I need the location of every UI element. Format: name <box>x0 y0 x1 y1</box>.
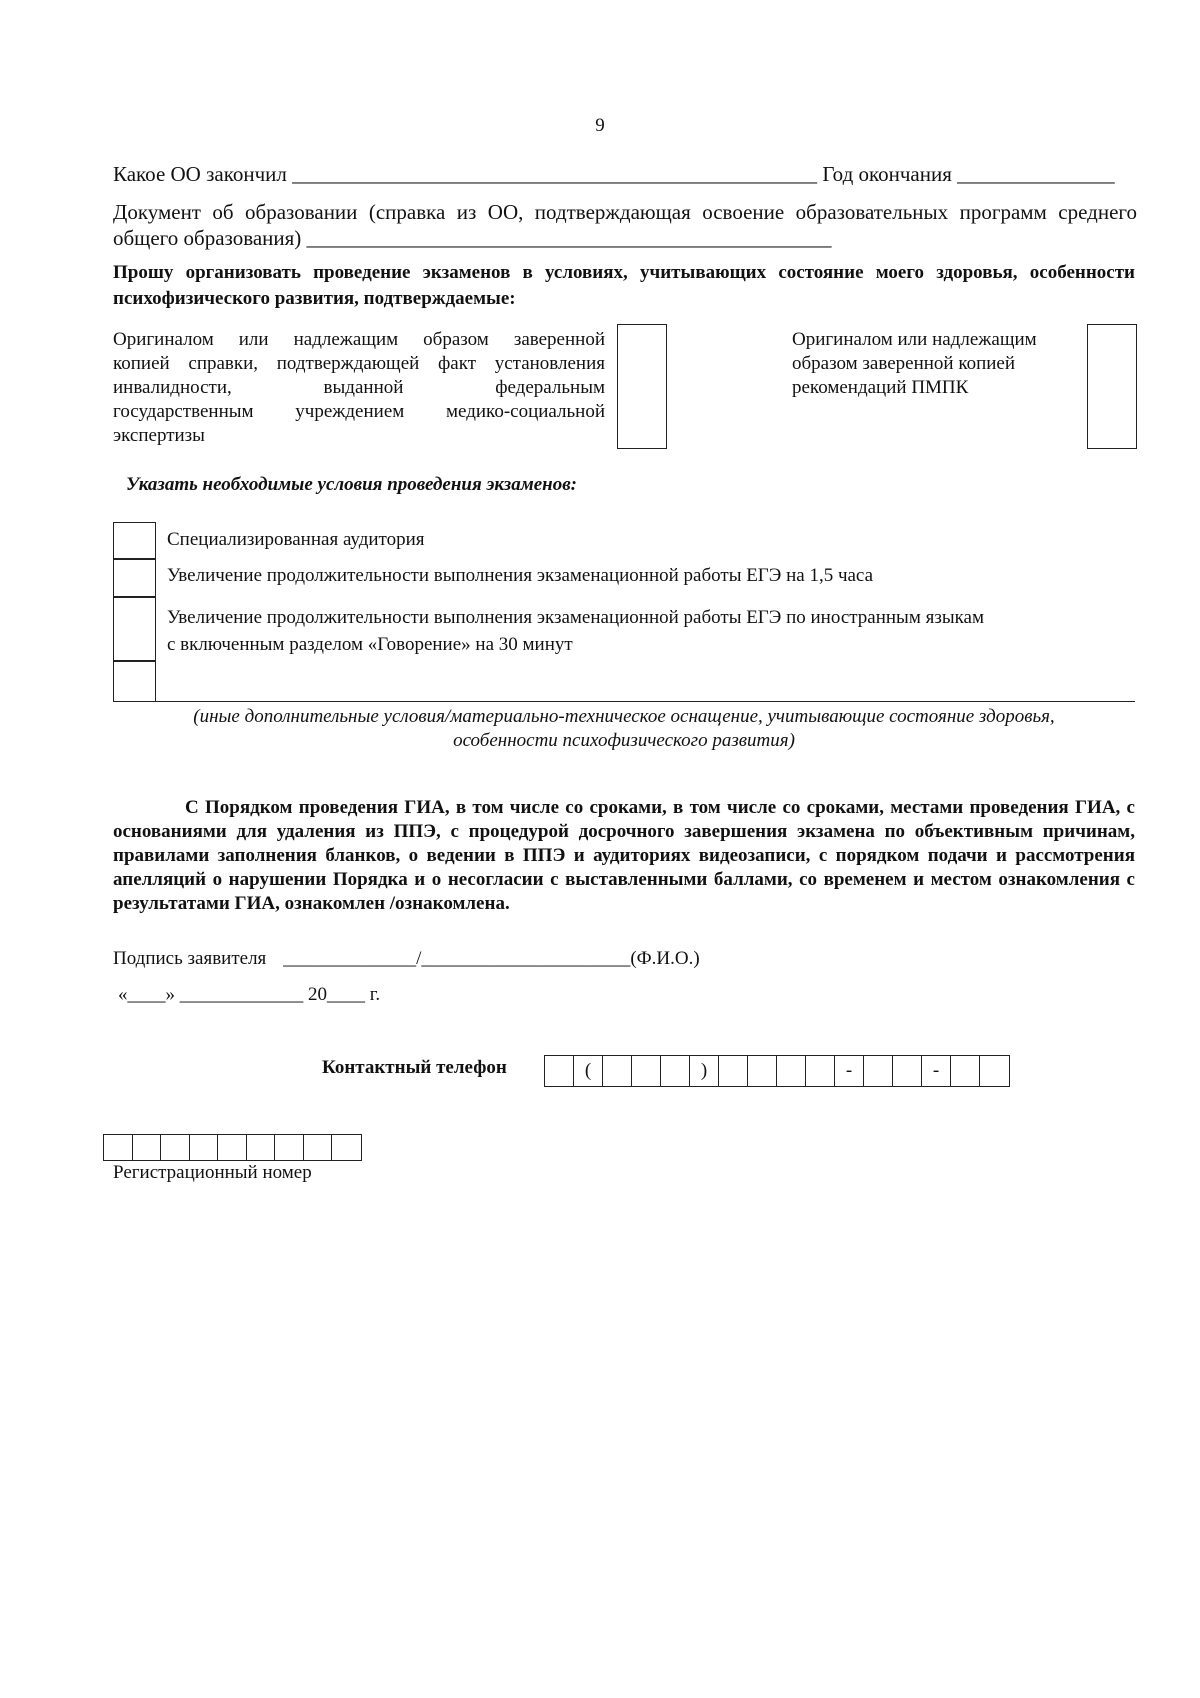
phone-cell[interactable] <box>661 1056 690 1086</box>
phone-cell[interactable] <box>748 1056 777 1086</box>
document-label: общего образования) <box>113 226 302 250</box>
proof-disability-checkbox[interactable] <box>617 324 667 449</box>
phone-cell: ( <box>574 1056 603 1086</box>
condition-checkbox-other[interactable] <box>113 660 156 702</box>
graduation-year-blank[interactable]: _______________ <box>957 162 1115 186</box>
signature-label: Подпись заявителя <box>113 948 267 969</box>
acknowledgement-text: С Порядком проведения ГИА, в том числе со сроками, в том числе со сроками, местами проведения ГИА, с основаниями для удаления из ППЭ, с процедурой досрочного завершения экзамена по объективным причинам, правилами заполнения бланков, о ведении в ППЭ и аудиториях видеозаписи, с порядком подачи и рассмотрения апелляций о нарушении Порядка и о несогласии с выставленными баллами, со временем и местом ознакомления с результатами ГИА, ознакомлен /ознакомлена. <box>113 797 1135 914</box>
registration-cell[interactable] <box>190 1135 219 1160</box>
document-line-2 <box>113 226 832 251</box>
proof-right-text <box>792 328 1072 400</box>
conditions-grid <box>113 522 1135 702</box>
proof-left-line: инвалидности, выданной федеральным <box>113 377 605 398</box>
graduation-year-label: Год окончания <box>822 162 952 186</box>
page-number: 9 <box>595 115 605 136</box>
conditions-note-line2: особенности психофизического развития) <box>453 730 795 751</box>
phone-cell: ) <box>690 1056 719 1086</box>
proof-left-line: Оригиналом или надлежащим образом заверенной <box>113 329 605 350</box>
registration-cell[interactable] <box>332 1135 361 1160</box>
conditions-heading: Указать необходимые условия проведения экзаменов: <box>126 474 578 495</box>
condition-speaking-time-line2: с включенным разделом «Говорение» на 30 минут <box>167 634 573 655</box>
phone-cell[interactable] <box>719 1056 748 1086</box>
proof-right-line: Оригиналом или надлежащим <box>792 329 1037 350</box>
condition-other-line[interactable] <box>156 701 1135 702</box>
proof-pmpk-checkbox[interactable] <box>1087 324 1137 449</box>
phone-cell[interactable] <box>864 1056 893 1086</box>
phone-cell[interactable] <box>951 1056 980 1086</box>
document-blank[interactable]: __________________________________________________ <box>306 226 832 250</box>
phone-cell[interactable] <box>893 1056 922 1086</box>
phone-cell[interactable] <box>545 1056 574 1086</box>
registration-cell[interactable] <box>304 1135 333 1160</box>
condition-checkbox-extra-time[interactable] <box>113 558 156 598</box>
registration-label: Регистрационный номер <box>113 1162 312 1183</box>
phone-cells[interactable] <box>544 1055 1010 1087</box>
signature-blank[interactable]: ______________/______________________(Ф.И.О.) <box>283 948 700 969</box>
school-line <box>113 162 1115 187</box>
phone-label: Контактный телефон <box>322 1057 507 1078</box>
condition-auditorium: Специализированная аудитория <box>167 529 425 550</box>
registration-cell[interactable] <box>104 1135 133 1160</box>
registration-cells[interactable] <box>103 1134 362 1161</box>
condition-checkbox-speaking-time[interactable] <box>113 596 156 662</box>
phone-cell[interactable] <box>806 1056 835 1086</box>
document-line-1: Документ об образовании (справка из ОО, подтверждающая освоение образовательных программ среднего <box>113 200 1137 224</box>
registration-cell[interactable] <box>133 1135 162 1160</box>
registration-cell[interactable] <box>161 1135 190 1160</box>
signature-line <box>113 948 700 970</box>
registration-cell[interactable] <box>275 1135 304 1160</box>
condition-speaking-time-line1: Увеличение продолжительности выполнения экзаменационной работы ЕГЭ по иностранным языкам <box>167 607 984 628</box>
phone-cell[interactable] <box>632 1056 661 1086</box>
phone-cell: - <box>835 1056 864 1086</box>
registration-cell[interactable] <box>247 1135 276 1160</box>
phone-cell[interactable] <box>980 1056 1009 1086</box>
phone-cell: - <box>922 1056 951 1086</box>
condition-extra-time: Увеличение продолжительности выполнения экзаменационной работы ЕГЭ на 1,5 часа <box>167 565 874 586</box>
proof-left-text <box>113 328 605 448</box>
proof-left-line: экспертизы <box>113 425 205 446</box>
phone-cell[interactable] <box>603 1056 632 1086</box>
condition-checkbox-auditorium[interactable] <box>113 522 156 560</box>
proof-right-line: рекомендаций ПМПК <box>792 377 969 398</box>
phone-cell[interactable] <box>777 1056 806 1086</box>
conditions-note <box>113 705 1135 753</box>
request-text: Прошу организовать проведение экзаменов в условиях, учитывающих состояние моего здоровья, особенности психофизического развития, подтверждаемые: <box>113 262 1135 309</box>
proof-left-line: копией справки, подтверждающей факт установления <box>113 353 605 374</box>
proof-right-line: образом заверенной копией <box>792 353 1016 374</box>
date-line[interactable]: «____» _____________ 20____ г. <box>118 984 381 1005</box>
registration-cell[interactable] <box>218 1135 247 1160</box>
proof-left-line: государственным учреждением медико-социальной <box>113 401 605 422</box>
school-label: Какое ОО закончил <box>113 162 287 186</box>
conditions-note-line1: (иные дополнительные условия/материально-техническое оснащение, учитывающие состояние здоровья, <box>193 706 1055 727</box>
school-blank[interactable]: __________________________________________________ <box>292 162 818 186</box>
